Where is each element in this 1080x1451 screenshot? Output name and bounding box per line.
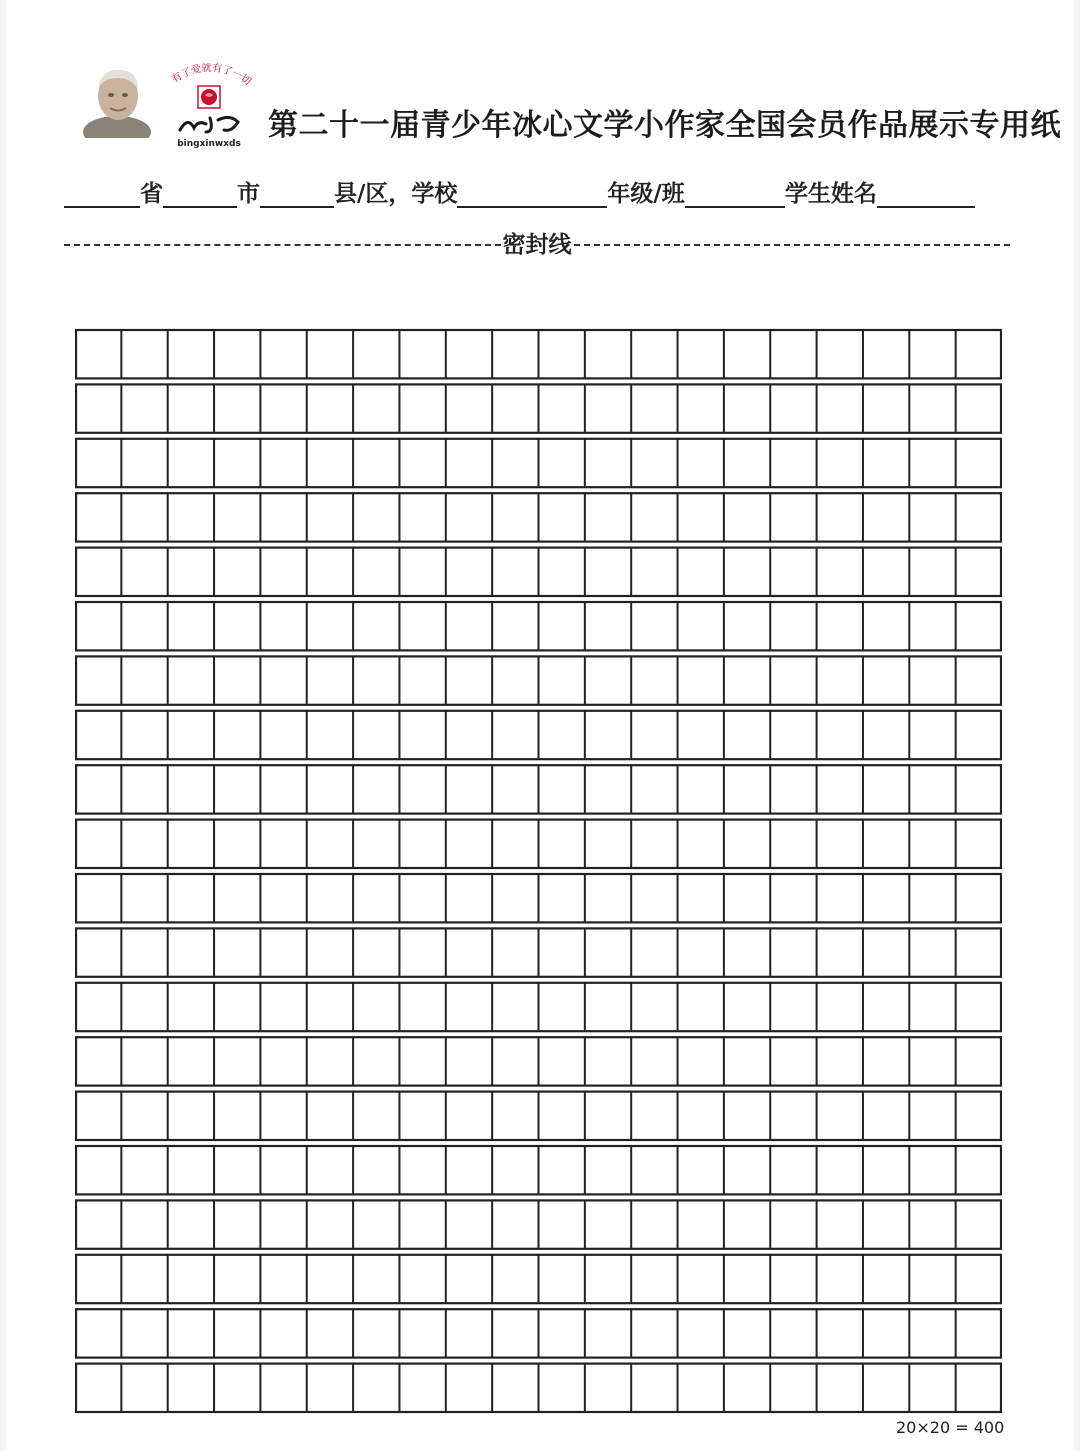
student-name-field[interactable] — [877, 178, 975, 208]
province-label: 省 — [140, 181, 163, 207]
province-field[interactable] — [64, 178, 140, 208]
grid-row — [76, 384, 1001, 432]
rose-logo-icon — [154, 58, 264, 152]
grid-row — [76, 1037, 1001, 1085]
county-school-label: 县/区，学校 — [334, 181, 458, 207]
grid-row — [76, 874, 1001, 922]
grid-row — [76, 493, 1001, 541]
grid-row — [76, 602, 1001, 650]
seal-line-label: 密封线 — [502, 232, 572, 258]
grid-row — [76, 1200, 1001, 1248]
page-title: 第二十一届青少年冰心文学小作家全国会员作品展示专用纸 — [268, 108, 1061, 143]
grid-row — [76, 1255, 1001, 1303]
logo-seal — [154, 58, 264, 152]
writing-grid[interactable] — [75, 327, 1002, 1415]
grid-row — [76, 1364, 1001, 1412]
header — [6, 0, 1074, 160]
logo-mark: 冰心 — [209, 138, 211, 139]
seal-line — [64, 228, 1010, 262]
grid-row — [76, 711, 1001, 759]
county-field[interactable] — [260, 178, 334, 208]
grid-row — [76, 820, 1001, 868]
grid-row — [76, 1146, 1001, 1194]
logo-url-text: bingxinwxds — [177, 139, 241, 149]
grid-row — [76, 765, 1001, 813]
seal-line-dash-right — [574, 244, 1011, 246]
grid-row — [76, 439, 1001, 487]
school-field[interactable] — [457, 178, 607, 208]
answer-sheet — [6, 0, 1074, 1451]
grid-row — [76, 656, 1001, 704]
grid-row — [76, 1092, 1001, 1140]
grid-row — [76, 928, 1001, 976]
city-label: 市 — [237, 181, 260, 207]
grid-row — [76, 1309, 1001, 1357]
student-info-row — [64, 172, 1028, 208]
logo-motto: 有了爱就有了一切 — [170, 62, 253, 88]
svg-text:有了爱就有了一切 — [169, 61, 254, 88]
portrait-photo — [80, 62, 154, 138]
grid-row — [76, 983, 1001, 1031]
grid-row — [76, 548, 1001, 596]
grid-row — [76, 330, 1001, 378]
seal-line-dash-left — [64, 244, 501, 246]
grade-class-field[interactable] — [685, 178, 785, 208]
city-field[interactable] — [163, 178, 237, 208]
grade-class-label: 年级/班 — [607, 181, 685, 207]
student-name-label: 学生姓名 — [784, 181, 877, 207]
capacity-note: 20×20 = 400 — [896, 1418, 1005, 1437]
